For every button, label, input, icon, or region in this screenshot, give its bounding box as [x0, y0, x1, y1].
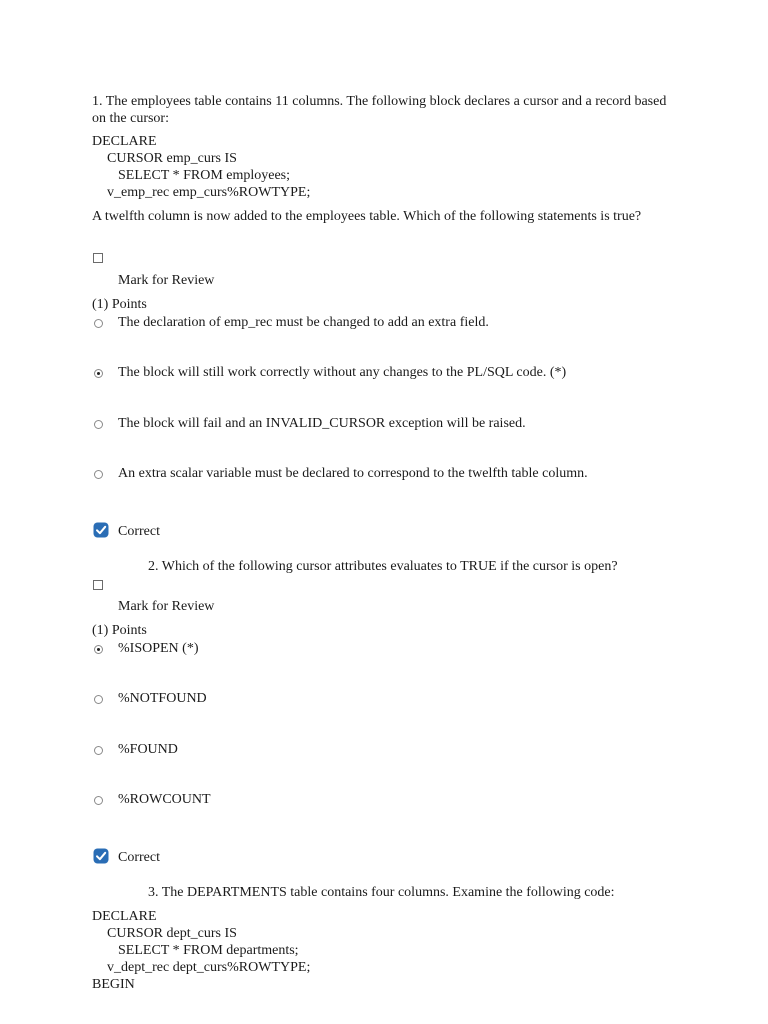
q2-result: Correct — [118, 850, 160, 865]
q2-points: (1) Points — [92, 623, 147, 638]
q1-prompt: 1. The employees table contains 11 columns. The following block declares a cursor and a record based on the cursor: — [92, 94, 667, 126]
q1-option-label: An extra scalar variable must be declared to correspond to the twelfth table column. — [118, 466, 588, 481]
q2-mark-review-label: Mark for Review — [118, 599, 215, 614]
q2-option-radio-selected[interactable] — [94, 645, 103, 654]
q1-result: Correct — [118, 524, 160, 539]
q2-option-label: %NOTFOUND — [118, 691, 207, 706]
q2-option-radio[interactable] — [94, 796, 103, 805]
q1-mark-review-checkbox[interactable] — [93, 253, 103, 263]
q1-option-radio-selected[interactable] — [94, 369, 103, 378]
q2-option-radio[interactable] — [94, 746, 103, 755]
q1-option-radio[interactable] — [94, 470, 103, 479]
q1-mark-review-label: Mark for Review — [118, 273, 215, 288]
q1-option-label: The block will fail and an INVALID_CURSOR exception will be raised. — [118, 416, 526, 431]
q1-code-line: SELECT * FROM employees; — [118, 168, 291, 183]
correct-check-icon — [93, 522, 109, 538]
q1-option-radio[interactable] — [94, 420, 103, 429]
q2-option-radio[interactable] — [94, 695, 103, 704]
q2-mark-review-checkbox[interactable] — [93, 580, 103, 590]
q2-option-label: %ROWCOUNT — [118, 792, 211, 807]
q1-question: A twelfth column is now added to the employees table. Which of the following statements is true? — [92, 209, 642, 224]
q2-option-label: %FOUND — [118, 742, 178, 757]
q1-points: (1) Points — [92, 297, 147, 312]
q1-code-line: CURSOR emp_curs IS — [107, 151, 237, 166]
correct-check-icon — [93, 848, 109, 864]
q1-code-line: v_emp_rec emp_curs%ROWTYPE; — [107, 185, 311, 200]
q1-code-line: DECLARE — [92, 134, 157, 149]
q1-option-label: The block will still work correctly without any changes to the PL/SQL code. (*) — [118, 365, 567, 380]
q2-prompt: 2. Which of the following cursor attributes evaluates to TRUE if the cursor is open? — [148, 559, 618, 574]
q3-code-line: v_dept_rec dept_curs%ROWTYPE; — [107, 960, 311, 975]
q3-code-line: SELECT * FROM departments; — [118, 943, 299, 958]
q3-code-line: CURSOR dept_curs IS — [107, 926, 237, 941]
q1-option-radio[interactable] — [94, 319, 103, 328]
q3-code-line: DECLARE — [92, 909, 157, 924]
q3-prompt: 3. The DEPARTMENTS table contains four columns. Examine the following code: — [148, 885, 615, 900]
q2-option-label: %ISOPEN (*) — [118, 641, 199, 656]
q3-code-line: BEGIN — [92, 977, 135, 992]
q1-option-label: The declaration of emp_rec must be changed to add an extra field. — [118, 315, 489, 330]
